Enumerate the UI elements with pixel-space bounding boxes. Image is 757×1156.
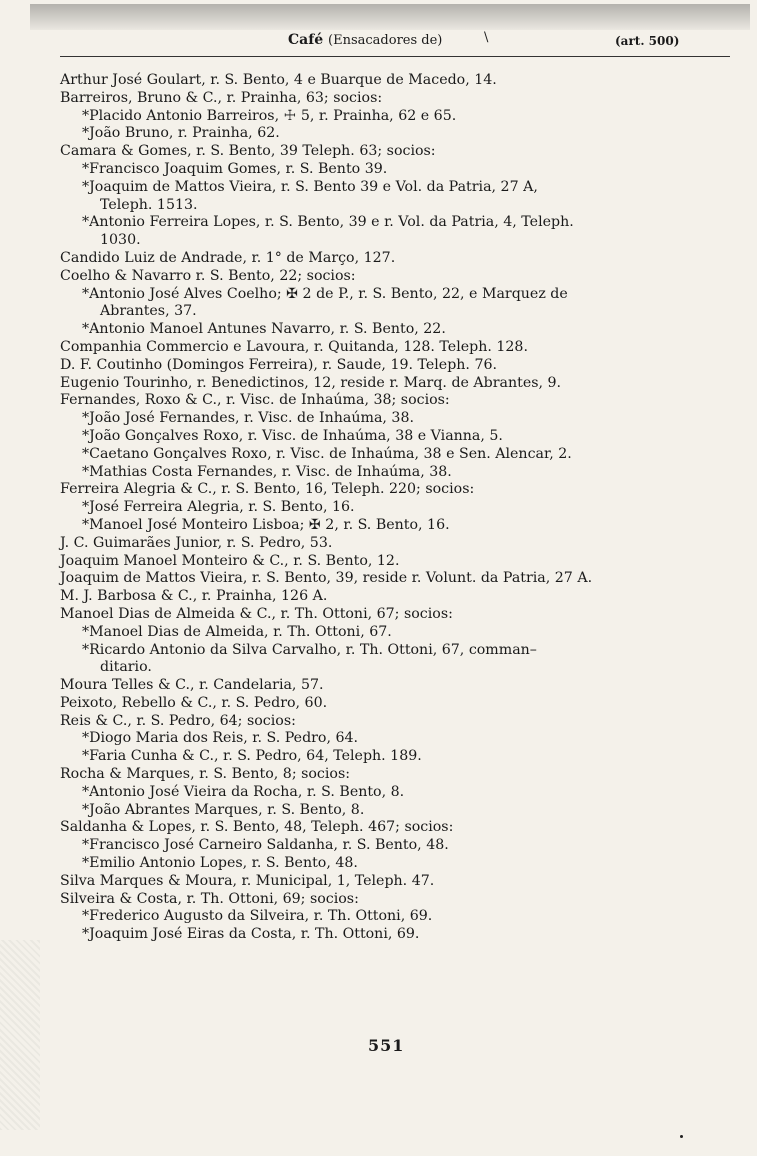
list-item: Fernandes, Roxo & C., r. Visc. de Inhaúma, 38; socios:: [60, 392, 450, 409]
list-item: D. F. Coutinho (Domingos Ferreira), r. Saude, 19. Teleph. 76.: [60, 356, 498, 373]
list-item: Manoel Dias de Almeida & C., r. Th. Ottoni, 67; socios:: [60, 605, 453, 622]
scan-shadow: [30, 4, 750, 30]
list-item: *Antonio Manoel Antunes Navarro, r. S. Bento, 22.: [82, 321, 446, 338]
list-item: *Joaquim José Eiras da Costa, r. Th. Ottoni, 69.: [82, 926, 420, 943]
list-item: Ferreira Alegria & C., r. S. Bento, 16, Teleph. 220; socios:: [60, 481, 475, 498]
list-item: *João José Fernandes, r. Visc. de Inhaúma, 38.: [82, 410, 414, 427]
list-item: *Francisco Joaquim Gomes, r. S. Bento 39.: [82, 160, 388, 177]
list-item: Joaquim Manoel Monteiro & C., r. S. Bento, 12.: [60, 552, 400, 569]
list-item: *João Gonçalves Roxo, r. Visc. de Inhaúma, 38 e Vianna, 5.: [82, 427, 503, 444]
header-title-main: Café: [288, 32, 324, 48]
list-item: Reis & C., r. S. Pedro, 64; socios:: [60, 712, 296, 729]
list-item: *Diogo Maria dos Reis, r. S. Pedro, 64.: [82, 730, 359, 747]
list-item: Arthur José Goulart, r. S. Bento, 4 e Buarque de Macedo, 14.: [60, 72, 497, 88]
list-item: *Francisco José Carneiro Saldanha, r. S. Bento, 48.: [82, 837, 449, 854]
directory-list: [60, 72, 710, 944]
list-item: *Joaquim de Mattos Vieira, r. S. Bento 39 e Vol. da Patria, 27 A,: [82, 178, 538, 195]
list-item: ditario.: [100, 659, 152, 676]
list-item: Coelho & Navarro r. S. Bento, 22; socios:: [60, 267, 356, 284]
list-item: Camara & Gomes, r. S. Bento, 39 Teleph. 63; socios:: [60, 143, 436, 160]
list-item: Silveira & Costa, r. Th. Ottoni, 69; socios:: [60, 890, 359, 907]
list-item: Candido Luiz de Andrade, r. 1° de Março, 127.: [60, 249, 396, 266]
list-item: Barreiros, Bruno & C., r. Prainha, 63; socios:: [60, 89, 383, 106]
header-mark: \: [484, 30, 489, 45]
list-item: *Manoel Dias de Almeida, r. Th. Ottoni, 67.: [82, 623, 392, 640]
list-item: M. J. Barbosa & C., r. Prainha, 126 A.: [60, 588, 328, 605]
list-item: Silva Marques & Moura, r. Municipal, 1, Teleph. 47.: [60, 872, 435, 889]
list-item: *Caetano Gonçalves Roxo, r. Visc. de Inhaúma, 38 e Sen. Alencar, 2.: [82, 445, 572, 462]
header-title: [288, 32, 442, 48]
running-header: [40, 28, 740, 56]
list-item: *Emilio Antonio Lopes, r. S. Bento, 48.: [82, 855, 358, 872]
list-item: *João Bruno, r. Prainha, 62.: [82, 125, 280, 142]
list-item: J. C. Guimarães Junior, r. S. Pedro, 53.: [60, 534, 333, 551]
list-item: *Faria Cunha & C., r. S. Pedro, 64, Teleph. 189.: [82, 748, 422, 765]
list-item: Moura Telles & C., r. Candelaria, 57.: [60, 677, 324, 694]
list-item: Eugenio Tourinho, r. Benedictinos, 12, reside r. Marq. de Abrantes, 9.: [60, 374, 562, 391]
page-number: 551: [368, 1036, 405, 1055]
list-item: Peixoto, Rebello & C., r. S. Pedro, 60.: [60, 694, 328, 711]
list-item: Rocha & Marques, r. S. Bento, 8; socios:: [60, 766, 351, 783]
header-article: (art. 500): [615, 34, 680, 48]
scan-margin-noise: [0, 940, 40, 1130]
list-item: *Antonio José Alves Coelho; ✠ 2 de P., r. S. Bento, 22, e Marquez de: [82, 285, 568, 302]
ink-speck: [680, 1135, 683, 1138]
list-item: *Frederico Augusto da Silveira, r. Th. Ottoni, 69.: [82, 908, 433, 925]
list-item: *Ricardo Antonio da Silva Carvalho, r. Th. Ottoni, 67, comman–: [82, 641, 537, 658]
list-item: Companhia Commercio e Lavoura, r. Quitanda, 128. Teleph. 128.: [60, 338, 528, 355]
list-item: 1030.: [100, 232, 141, 249]
list-item: *Placido Antonio Barreiros, ☩ 5, r. Prainha, 62 e 65.: [82, 107, 457, 124]
list-item: *João Abrantes Marques, r. S. Bento, 8.: [82, 801, 365, 818]
list-item: *Manoel José Monteiro Lisboa; ✠ 2, r. S. Bento, 16.: [82, 516, 450, 533]
list-item: *Antonio Ferreira Lopes, r. S. Bento, 39 e r. Vol. da Patria, 4, Teleph.: [82, 214, 574, 231]
header-title-paren: (Ensacadores de): [328, 33, 443, 48]
list-item: Abrantes, 37.: [100, 303, 197, 320]
list-item: Teleph. 1513.: [100, 196, 198, 213]
list-item: Saldanha & Lopes, r. S. Bento, 48, Teleph. 467; socios:: [60, 819, 454, 836]
header-rule: [60, 56, 730, 57]
list-item: *Mathias Costa Fernandes, r. Visc. de Inhaúma, 38.: [82, 463, 452, 480]
list-item: *Antonio José Vieira da Rocha, r. S. Bento, 8.: [82, 783, 405, 800]
list-item: *José Ferreira Alegria, r. S. Bento, 16.: [82, 499, 355, 516]
list-item: Joaquim de Mattos Vieira, r. S. Bento, 39, reside r. Volunt. da Patria, 27 A.: [60, 570, 593, 587]
